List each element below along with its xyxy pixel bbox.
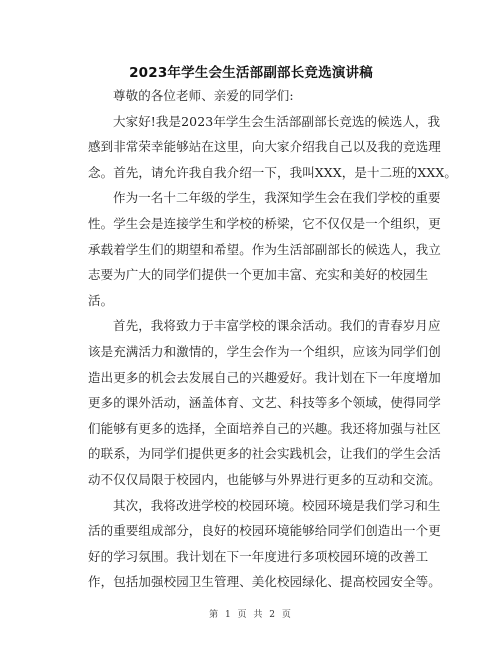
document-title: 2023年学生会生活部副部长竞选演讲稿 xyxy=(129,65,373,81)
paragraph-line: 该是充满活力和激情的，学生会作为一个组织，应该为同学们创 xyxy=(88,343,441,359)
paragraph-line: 首先，我将致力于丰富学校的课余活动。我们的青春岁月应 xyxy=(113,318,441,334)
paragraph-line: 感到非常荣幸能够站在这里，向大家介绍我自己以及我的竞选理 xyxy=(88,139,441,155)
paragraph-line: 们能够有更多的选择，全面培养自己的兴趣。我还将加强与社区 xyxy=(88,420,441,436)
paragraph-line: 活的重要组成部分，良好的校园环境能够给同学们创造出一个更 xyxy=(88,523,441,539)
paragraph-line: 作为一名十二年级的学生，我深知学生会在我们学校的重要 xyxy=(113,190,441,206)
paragraph-3 xyxy=(88,313,441,492)
paragraph-line: 其次，我将改进学校的校园环境。校园环境是我们学习和生 xyxy=(113,497,441,513)
paragraph-line: 大家好!我是2023年学生会生活部副部长竞选的候选人，我 xyxy=(113,113,441,129)
paragraph-line: 动不仅仅局限于校园内，也能够与外界进行更多的互动和交流。 xyxy=(88,471,441,487)
document-body xyxy=(88,83,457,595)
paragraph-4 xyxy=(88,493,441,595)
paragraph-line: 的联系，为同学们提供更多的社会实践机会，让我们的学生会活 xyxy=(88,446,441,462)
paragraph-line: 作，包括加强校园卫生管理、美化校园绿化、提高校园安全等。 xyxy=(88,574,441,590)
paragraph-line: 承载着学生们的期望和希望。作为生活部副部长的候选人，我立 xyxy=(88,241,441,257)
paragraph-line: 造出更多的机会去发展自己的兴趣爱好。我计划在下一年度增加 xyxy=(88,369,441,385)
paragraph-line: 好的学习氛围。我计划在下一年度进行多项校园环境的改善工 xyxy=(88,548,429,564)
paragraph-line: 性。学生会是连接学生和学校的桥梁，它不仅仅是一个组织，更 xyxy=(88,215,441,231)
paragraph-line: 活。 xyxy=(88,292,114,308)
paragraph-line: 志要为广大的同学们提供一个更加丰富、充实和美好的校园生 xyxy=(88,267,429,283)
paragraph-line: 念。首先，请允许我自我介绍一下，我叫XXX，是十二班的XXX。 xyxy=(88,164,457,180)
paragraph-2 xyxy=(88,185,441,313)
paragraph-line: 更多的课外活动，涵盖体育、文艺、科技等多个领域，使得同学 xyxy=(88,395,441,411)
paragraph-1 xyxy=(88,109,457,186)
greeting-line: 尊敬的各位老师、亲爱的同学们: xyxy=(113,88,294,103)
page-number-footer: 第 1 页 共 2 页 xyxy=(209,610,293,620)
